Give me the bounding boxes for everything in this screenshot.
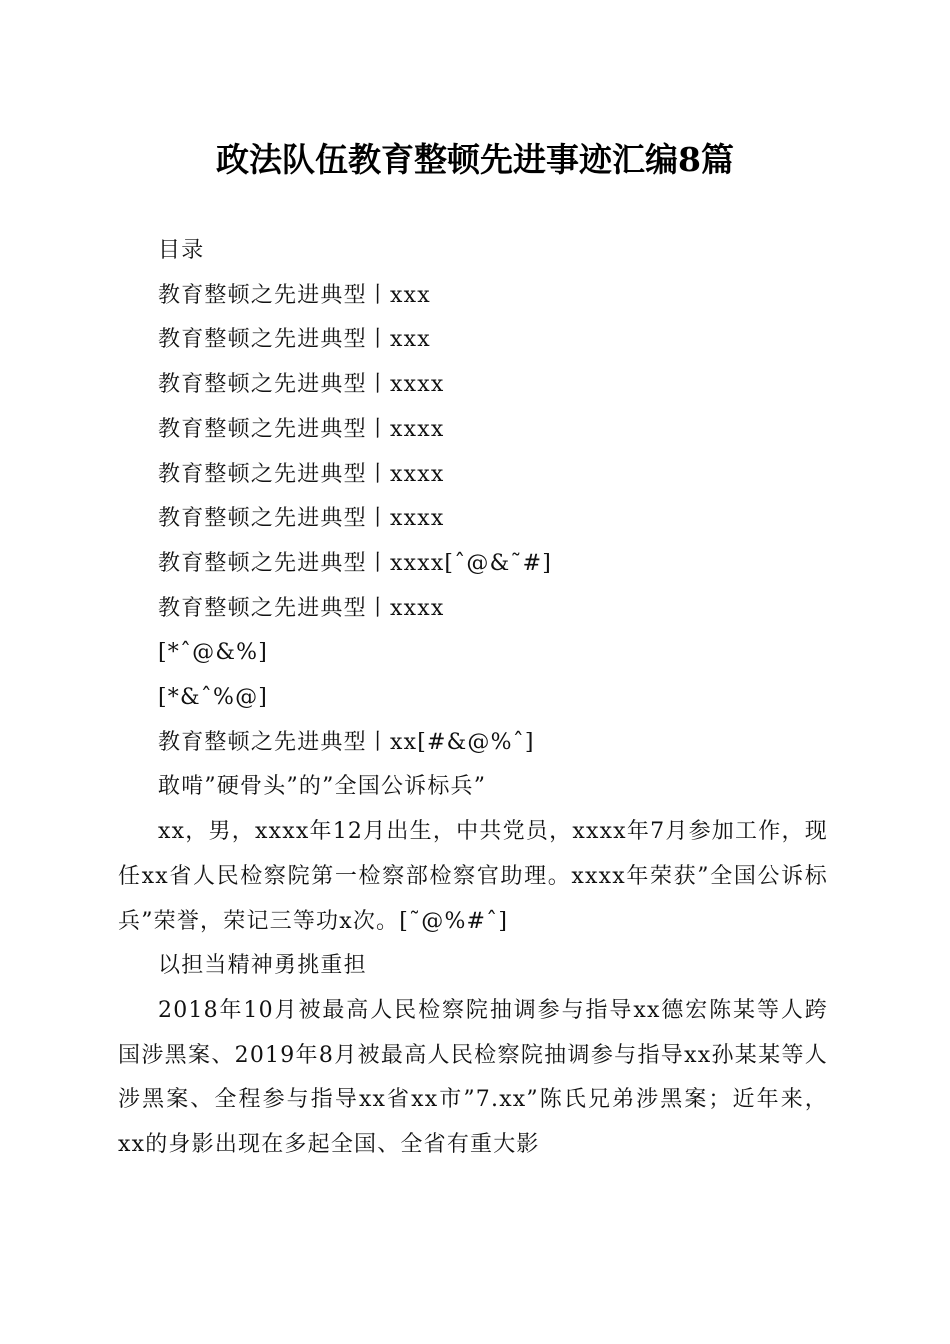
toc-item[interactable]: 教育整顿之先进典型丨xxx xyxy=(158,282,431,308)
toc-heading: 目录 xyxy=(158,238,205,263)
section-heading: 敢啃”硬骨头”的”全国公诉标兵” xyxy=(158,774,487,800)
toc-item[interactable]: [*&ˆ%@] xyxy=(158,685,269,711)
toc-item[interactable]: 教育整顿之先进典型丨xxxx[ˆ@&˜#] xyxy=(158,550,553,576)
toc-item[interactable]: 教育整顿之先进典型丨xxxx xyxy=(158,372,445,398)
subheading: 以担当精神勇挑重担 xyxy=(158,953,367,979)
toc-item[interactable]: 教育整顿之先进典型丨xxxx xyxy=(158,461,445,487)
toc-item[interactable]: 教育整顿之先进典型丨xxxx xyxy=(158,416,445,442)
document-title: 政法队伍教育整顿先进事迹汇编8篇 xyxy=(216,140,734,179)
document-body xyxy=(118,229,828,1168)
toc-item[interactable]: 教育整顿之先进典型丨xxxx xyxy=(158,595,445,621)
toc-item[interactable]: 教育整顿之先进典型丨xxx xyxy=(158,327,431,353)
intro-paragraph: xx，男，xxxx年12月出生，中共党员，xxxx年7月参加工作，现任xx省人民检察院第一检察部检察官助理。xxxx年荣获”全国公诉标兵”荣誉，荣记三等功x次。[˜@%#ˆ] xyxy=(118,819,828,934)
toc-item[interactable]: 教育整顿之先进典型丨xx[#&@%ˆ] xyxy=(158,729,535,755)
toc-item[interactable]: 教育整顿之先进典型丨xxxx xyxy=(158,506,445,532)
body-paragraph: 2018年10月被最高人民检察院抽调参与指导xx德宏陈某等人跨国涉黑案、2019年8月被最高人民检察院抽调参与指导xx孙某某等人涉黑案、全程参与指导xx省xx市”7.xx”陈氏兄弟涉黑案；近年来，xx的身影出现在多起全国、全省有重大影 xyxy=(118,997,828,1158)
toc-item[interactable]: [*ˆ@&%] xyxy=(158,640,269,666)
